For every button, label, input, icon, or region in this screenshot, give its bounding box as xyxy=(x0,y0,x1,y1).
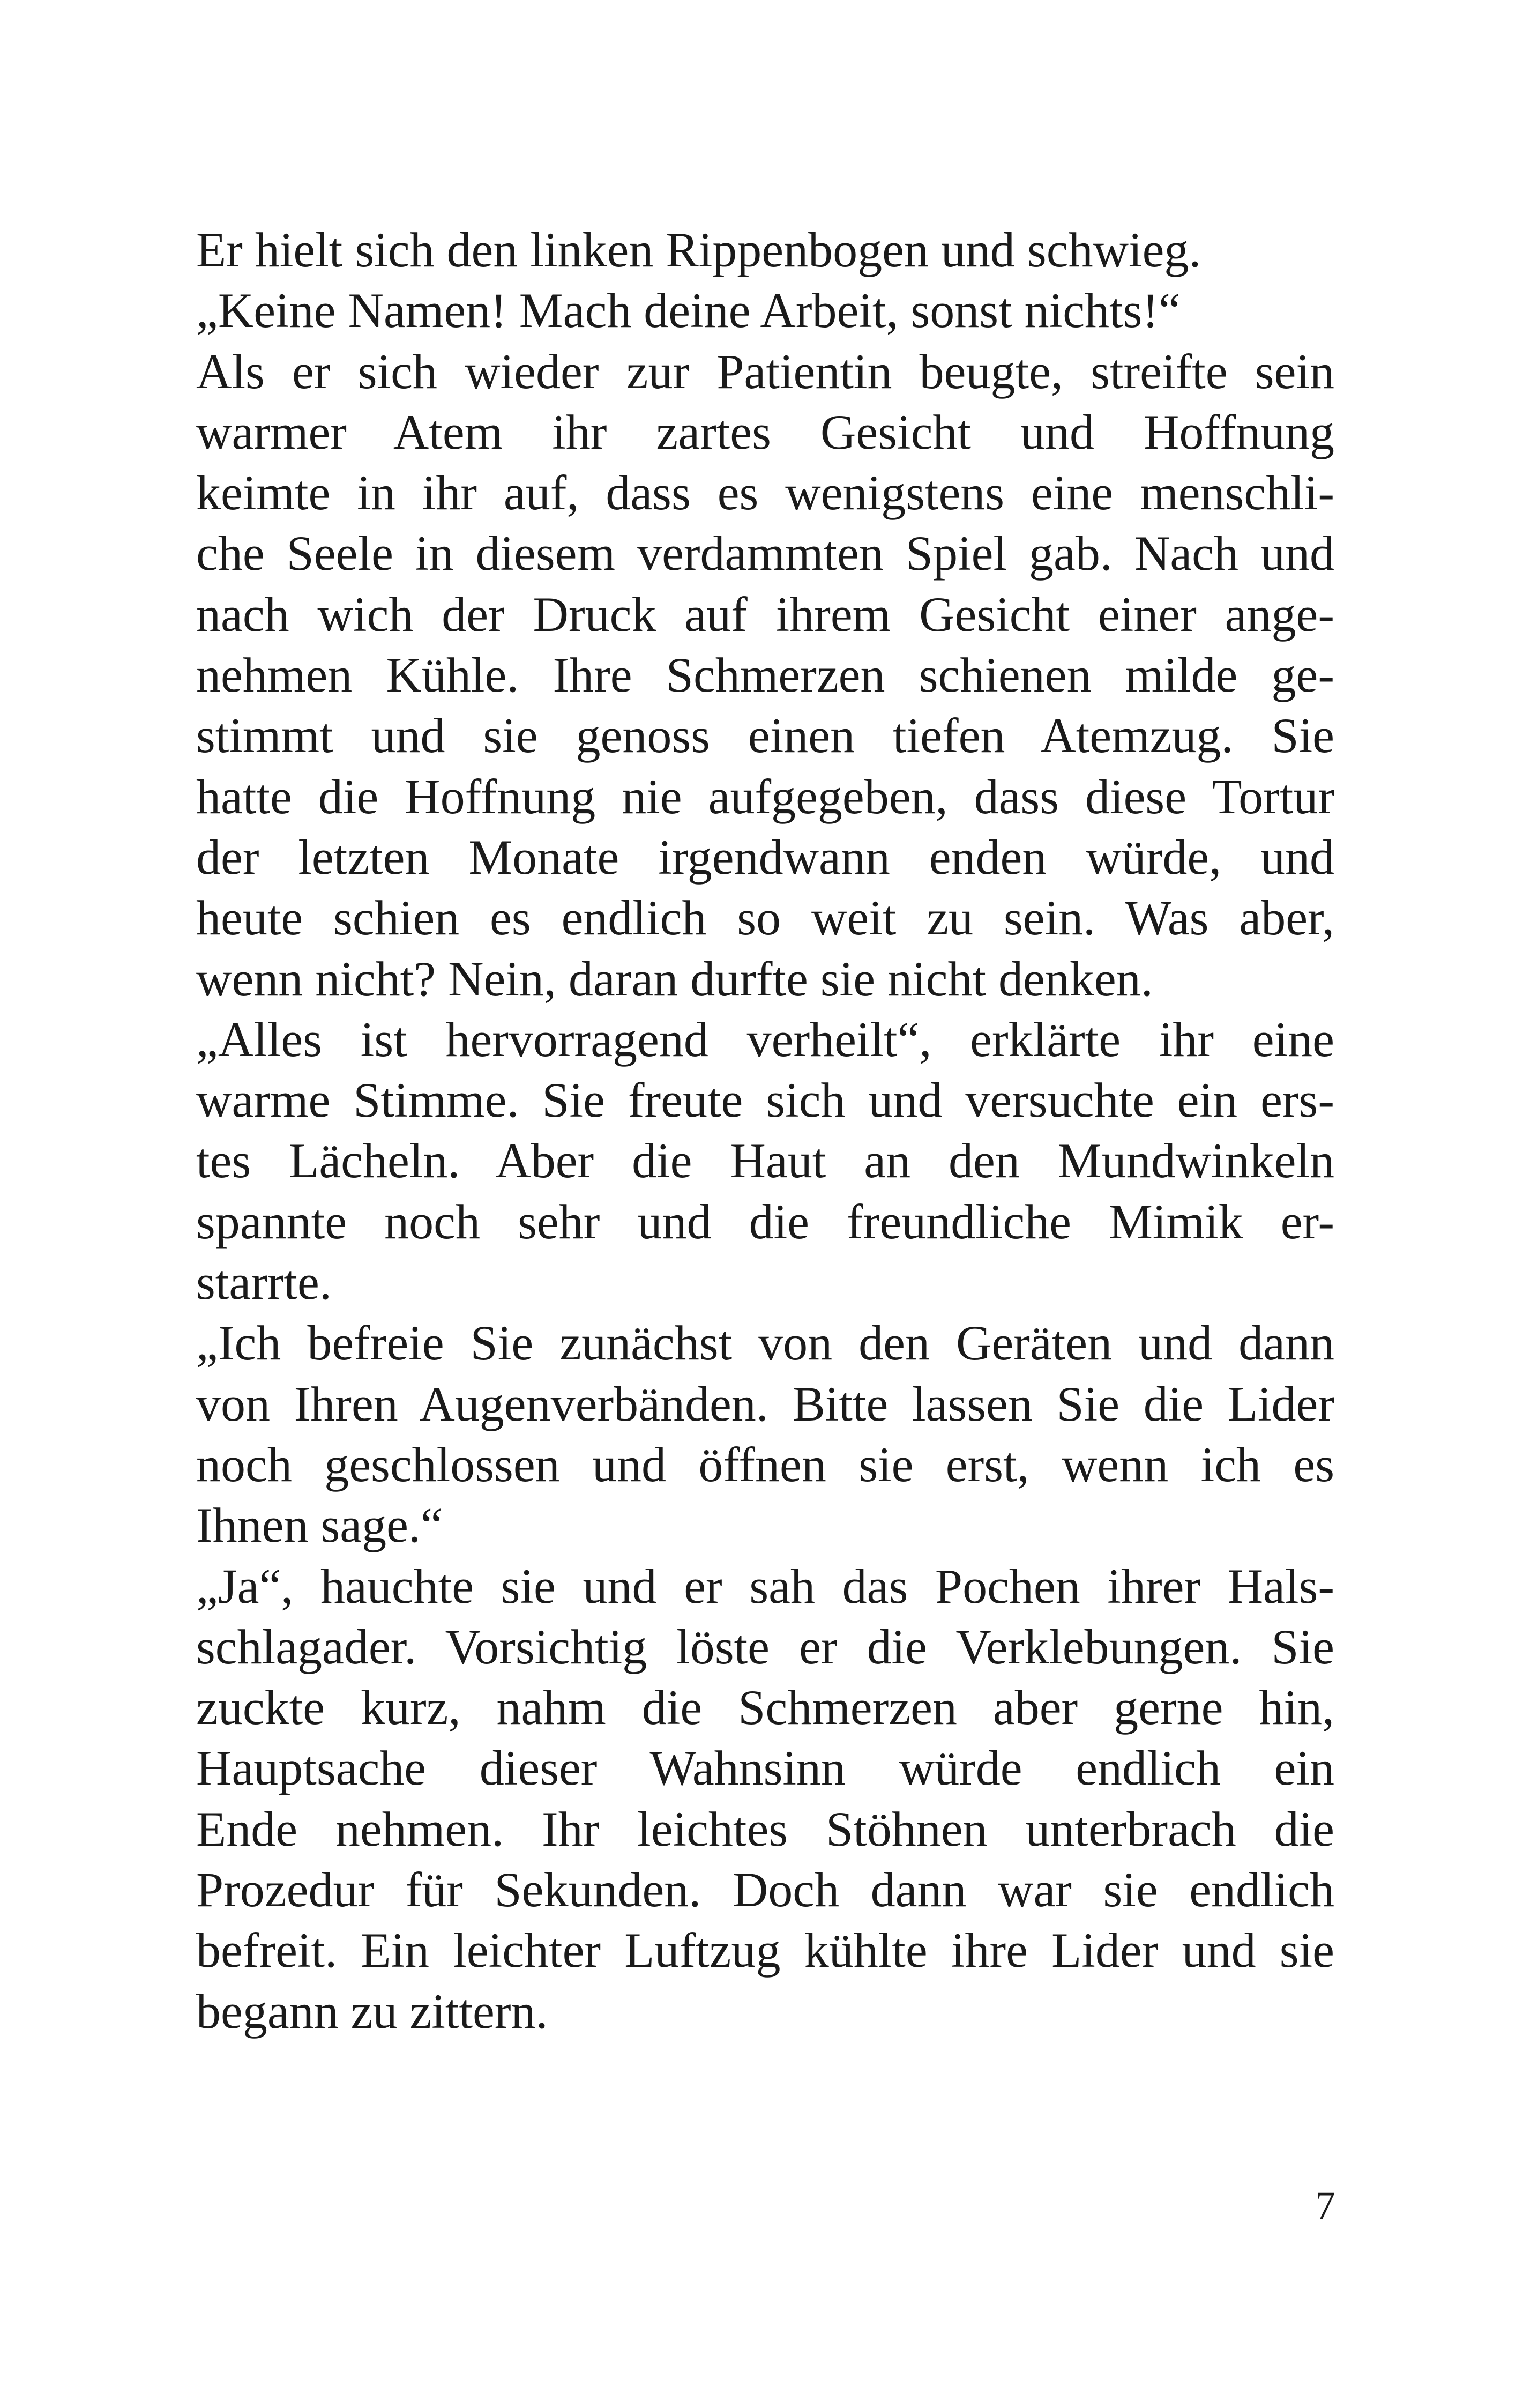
text-line: keimte in ihr auf, dass es wenigstens eine menschli- xyxy=(196,465,1334,521)
text-line: Ende nehmen. Ihr leichtes Stöhnen unterbrach die xyxy=(196,1801,1334,1856)
text-line: stimmt und sie genoss einen tiefen Atemzug. Sie xyxy=(196,708,1334,763)
text-line: nehmen Kühle. Ihre Schmerzen schienen milde ge- xyxy=(196,648,1334,703)
text-line: noch geschlossen und öffnen sie erst, wenn ich es xyxy=(196,1437,1334,1492)
text-line: schlagader. Vorsichtig löste er die Verklebungen. Sie xyxy=(196,1619,1334,1674)
text-line: spannte noch sehr und die freundliche Mimik er- xyxy=(196,1194,1334,1249)
text-line: „Alles ist hervorragend verheilt“, erklärte ihr eine xyxy=(196,1012,1334,1067)
text-line: der letzten Monate irgendwann enden würde, und xyxy=(196,829,1334,885)
text-line: Ihnen sage.“ xyxy=(196,1498,443,1553)
text-line: Prozedur für Sekunden. Doch dann war sie endlich xyxy=(196,1862,1334,1918)
text-line: Er hielt sich den linken Rippenbogen und schwieg. xyxy=(196,222,1201,277)
text-line: begann zu zittern. xyxy=(196,1983,548,2039)
body-text xyxy=(196,220,1334,2042)
page-number: 7 xyxy=(1315,2183,1335,2228)
text-line: warmer Atem ihr zartes Gesicht und Hoffnung xyxy=(196,404,1334,459)
text-line: „Ich befreie Sie zunächst von den Geräten und dann xyxy=(196,1316,1334,1371)
text-line: wenn nicht? Nein, daran durfte sie nicht denken. xyxy=(196,951,1153,1006)
text-line: zuckte kurz, nahm die Schmerzen aber gerne hin, xyxy=(196,1680,1334,1735)
text-line: „Ja“, hauchte sie und er sah das Pochen ihrer Hals- xyxy=(196,1558,1334,1614)
text-line: starrte. xyxy=(196,1255,332,1310)
text-line: che Seele in diesem verdammten Spiel gab. Nach und xyxy=(196,526,1334,581)
text-line: befreit. Ein leichter Luftzug kühlte ihre Lider und sie xyxy=(196,1923,1334,1978)
text-line: Als er sich wieder zur Patientin beugte, streifte sein xyxy=(196,344,1334,399)
text-line: hatte die Hoffnung nie aufgegeben, dass diese Tortur xyxy=(196,769,1334,824)
text-line: Hauptsache dieser Wahnsinn würde endlich ein xyxy=(196,1741,1334,1796)
text-line: nach wich der Druck auf ihrem Gesicht einer ange- xyxy=(196,586,1334,642)
text-line: warme Stimme. Sie freute sich und versuchte ein ers- xyxy=(196,1073,1334,1128)
text-line: „Keine Namen! Mach deine Arbeit, sonst nichts!“ xyxy=(196,283,1181,338)
text-line: heute schien es endlich so weit zu sein. Was aber, xyxy=(196,890,1334,946)
text-line: tes Lächeln. Aber die Haut an den Mundwinkeln xyxy=(196,1133,1334,1188)
text-line: von Ihren Augenverbänden. Bitte lassen Sie die Lider xyxy=(196,1376,1334,1431)
